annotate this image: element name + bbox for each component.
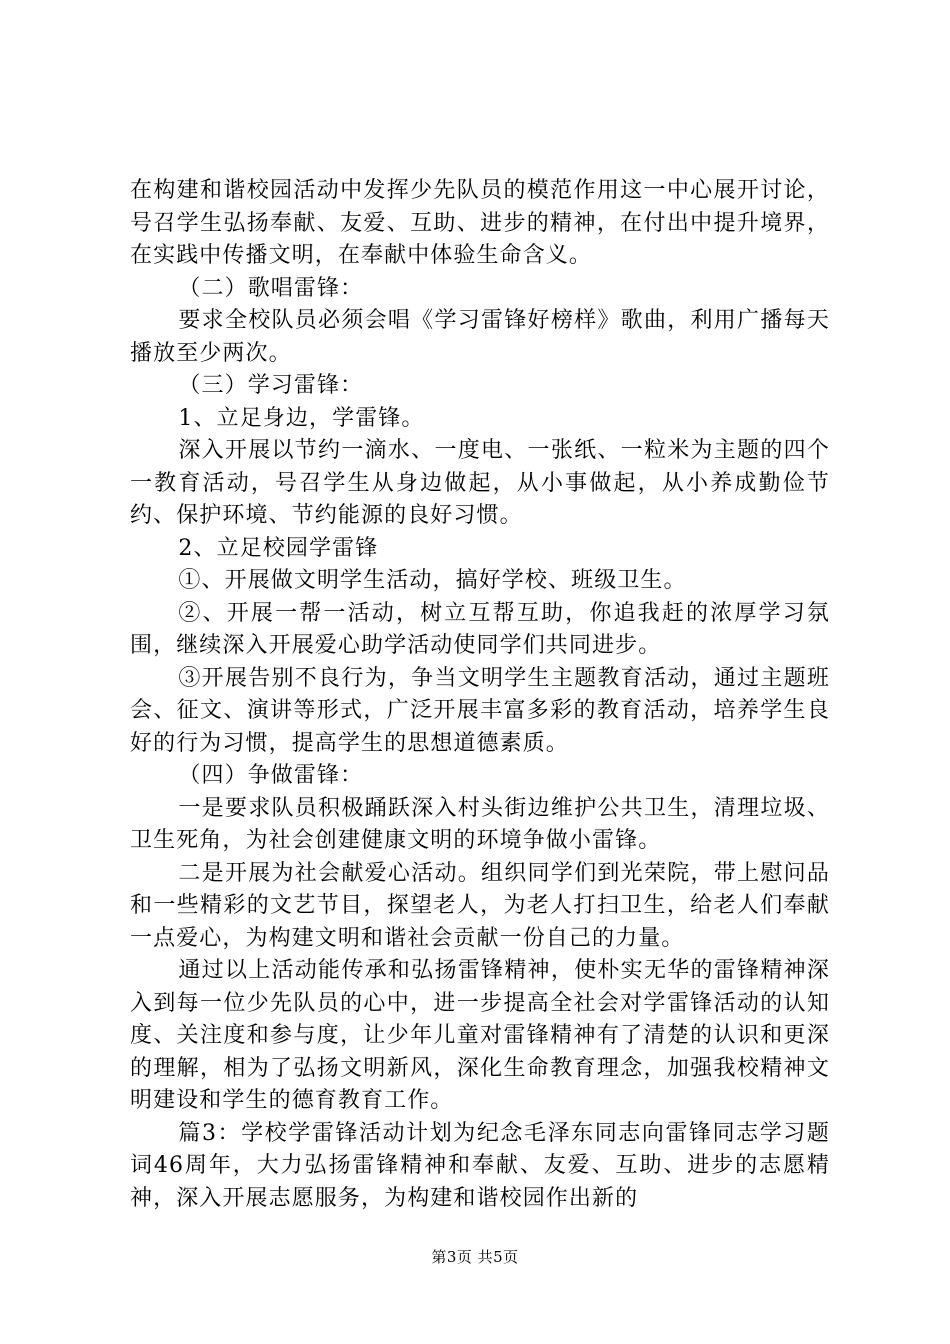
paragraph-love-activity: 二是开展为社会献爱心活动。组织同学们到光荣院，带上慰问品和一些精彩的文艺节目，探望老人，为老人打扫卫生，给老人们奉献一点爱心，为构建文明和谐社会贡献一份自己的力量。 bbox=[130, 860, 830, 951]
section-heading-sing-leifeng: （二）歌唱雷锋： bbox=[178, 275, 364, 301]
list-item-farewell-bad-behavior: ③开展告别不良行为，争当文明学生主题教育活动，通过主题班会、征文、演讲等形式，广泛开展丰富多彩的教育活动，培养学生良好的行为习惯，提高学生的思想道德素质。 bbox=[130, 665, 830, 756]
paragraph-continuation: 在构建和谐校园活动中发挥少先队员的模范作用这一中心展开讨论，号召学生弘扬奉献、友爱、互助、进步的精神，在付出中提升境界，在实践中传播文明，在奉献中体验生命含义。 bbox=[130, 178, 830, 268]
list-item-mutual-help: ②、开展一帮一活动，树立互帮互助，你追我赶的浓厚学习氛围，继续深入开展爱心助学活动使同学们共同进步。 bbox=[130, 600, 830, 658]
section-heading-learn-leifeng: （三）学习雷锋： bbox=[178, 373, 364, 398]
section-heading-be-leifeng: （四）争做雷锋： bbox=[178, 763, 364, 788]
document-body bbox=[130, 175, 830, 1215]
list-item-civilized-student: ①、开展做文明学生活动，搞好学校、班级卫生。 bbox=[178, 568, 687, 593]
subheading-nearby: 1、立足身边，学雷锋。 bbox=[178, 405, 425, 431]
subheading-campus: 2、立足校园学雷锋 bbox=[178, 535, 379, 561]
page-number-footer: 第3页 共5页 bbox=[431, 1248, 519, 1266]
paragraph-public-hygiene: 一是要求队员积极踊跃深入村头街边维护公共卫生，清理垃圾、卫生死角，为社会创建健康文明的环境争做小雷锋。 bbox=[130, 795, 830, 853]
paragraph-sing-requirement: 要求全校队员必须会唱《学习雷锋好榜样》歌曲，利用广播每天播放至少两次。 bbox=[130, 308, 830, 366]
paragraph-four-ones: 深入开展以节约一滴水、一度电、一张纸、一粒米为主题的四个一教育活动，号召学生从身边做起，从小事做起，从小养成勤俭节约、保护环境、节约能源的良好习惯。 bbox=[130, 438, 830, 528]
paragraph-chapter-3: 篇3：学校学雷锋活动计划为纪念毛泽东同志向雷锋同志学习题词46周年，大力弘扬雷锋精神和奉献、友爱、互助、进步的志愿精神，深入开展志愿服务，为构建和谐校园作出新的 bbox=[130, 1120, 830, 1211]
paragraph-summary: 通过以上活动能传承和弘扬雷锋精神，使朴实无华的雷锋精神深入到每一位少先队员的心中，进一步提高全社会对学雷锋活动的认知度、关注度和参与度，让少年儿童对雷锋精神有了清楚的认识和更深的理解，相为了弘扬文明新风，深化生命教育理念，加强我校精神文明建设和学生的德育教育工作。 bbox=[130, 958, 830, 1113]
